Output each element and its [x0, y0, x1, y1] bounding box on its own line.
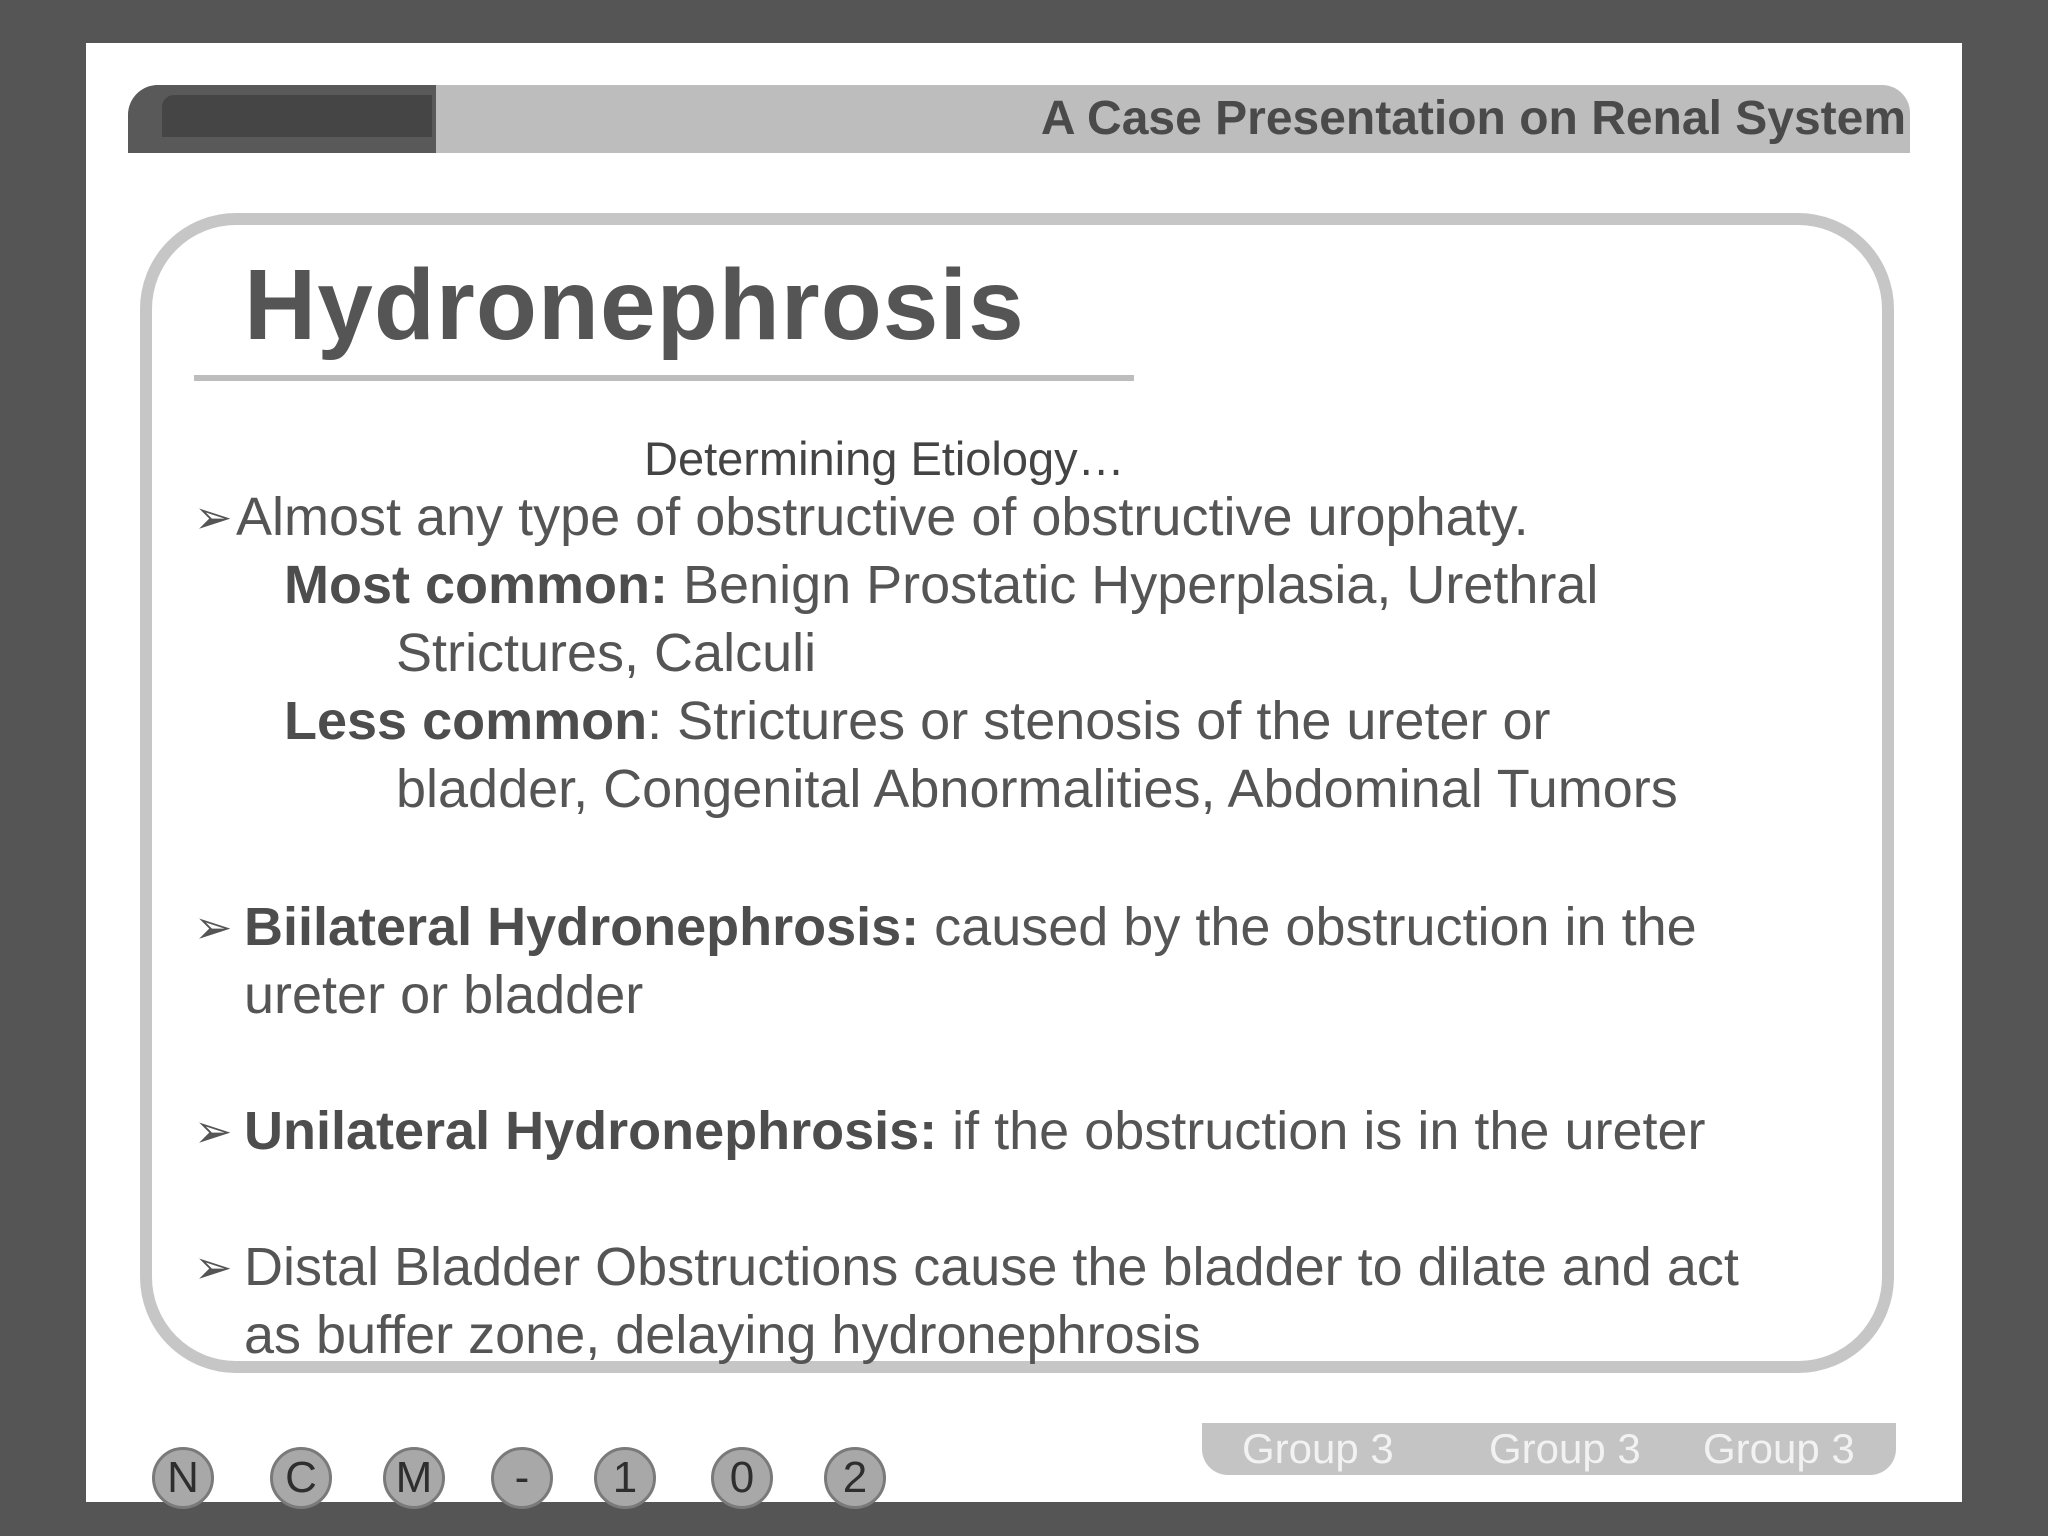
unilateral-line	[244, 1097, 1706, 1165]
group-label: Group 3	[1242, 1425, 1394, 1472]
most-common-line	[284, 551, 1598, 619]
slide	[86, 43, 1962, 1502]
arrow-bullet-icon: ➢	[194, 901, 233, 953]
slide-subtitle: Determining Etiology…	[644, 432, 1125, 485]
course-code-letter: C	[270, 1447, 332, 1509]
slide-title: Hydronephrosis	[244, 249, 1025, 361]
course-code-letter: 2	[824, 1447, 886, 1509]
less-common-line	[284, 687, 1550, 755]
unilateral-label: Unilateral Hydronephrosis:	[244, 1101, 938, 1161]
course-code-letter: 1	[594, 1447, 656, 1509]
group-label: Group 3	[1703, 1425, 1855, 1472]
most-common-label: Most common:	[284, 555, 668, 615]
bullet-1-text: Almost any type of obstructive of obstructive urophaty.	[236, 487, 1529, 547]
less-common-continuation: bladder, Congenital Abnormalities, Abdominal Tumors	[396, 759, 1678, 819]
unilateral-text: if the obstruction is in the ureter	[937, 1101, 1706, 1161]
course-code-letter: -	[491, 1447, 553, 1509]
bilateral-continuation: ureter or bladder	[244, 965, 644, 1025]
most-common-continuation: Strictures, Calculi	[396, 623, 817, 683]
bilateral-text: caused by the obstruction in the	[919, 897, 1697, 957]
course-code-letter: N	[152, 1447, 214, 1509]
group-label: Group 3	[1489, 1425, 1641, 1472]
less-common-text: : Strictures or stenosis of the ureter or	[647, 691, 1551, 751]
distal-continuation: as buffer zone, delaying hydronephrosis	[244, 1305, 1201, 1365]
course-code-letter: 0	[711, 1447, 773, 1509]
bilateral-line	[244, 893, 1697, 961]
header-accent-inner	[162, 95, 432, 137]
less-common-label: Less common	[284, 691, 648, 751]
title-divider	[194, 375, 1134, 381]
arrow-bullet-icon: ➢	[194, 1241, 233, 1293]
arrow-bullet-icon: ➢	[194, 491, 233, 543]
arrow-bullet-icon: ➢	[194, 1105, 233, 1157]
distal-line: Distal Bladder Obstructions cause the bladder to dilate and act	[244, 1237, 1739, 1297]
most-common-text: Benign Prostatic Hyperplasia, Urethral	[668, 555, 1599, 615]
presentation-title: A Case Presentation on Renal System	[1040, 92, 1906, 145]
bilateral-label: Biilateral Hydronephrosis:	[244, 897, 920, 957]
course-code-letter: M	[383, 1447, 445, 1509]
